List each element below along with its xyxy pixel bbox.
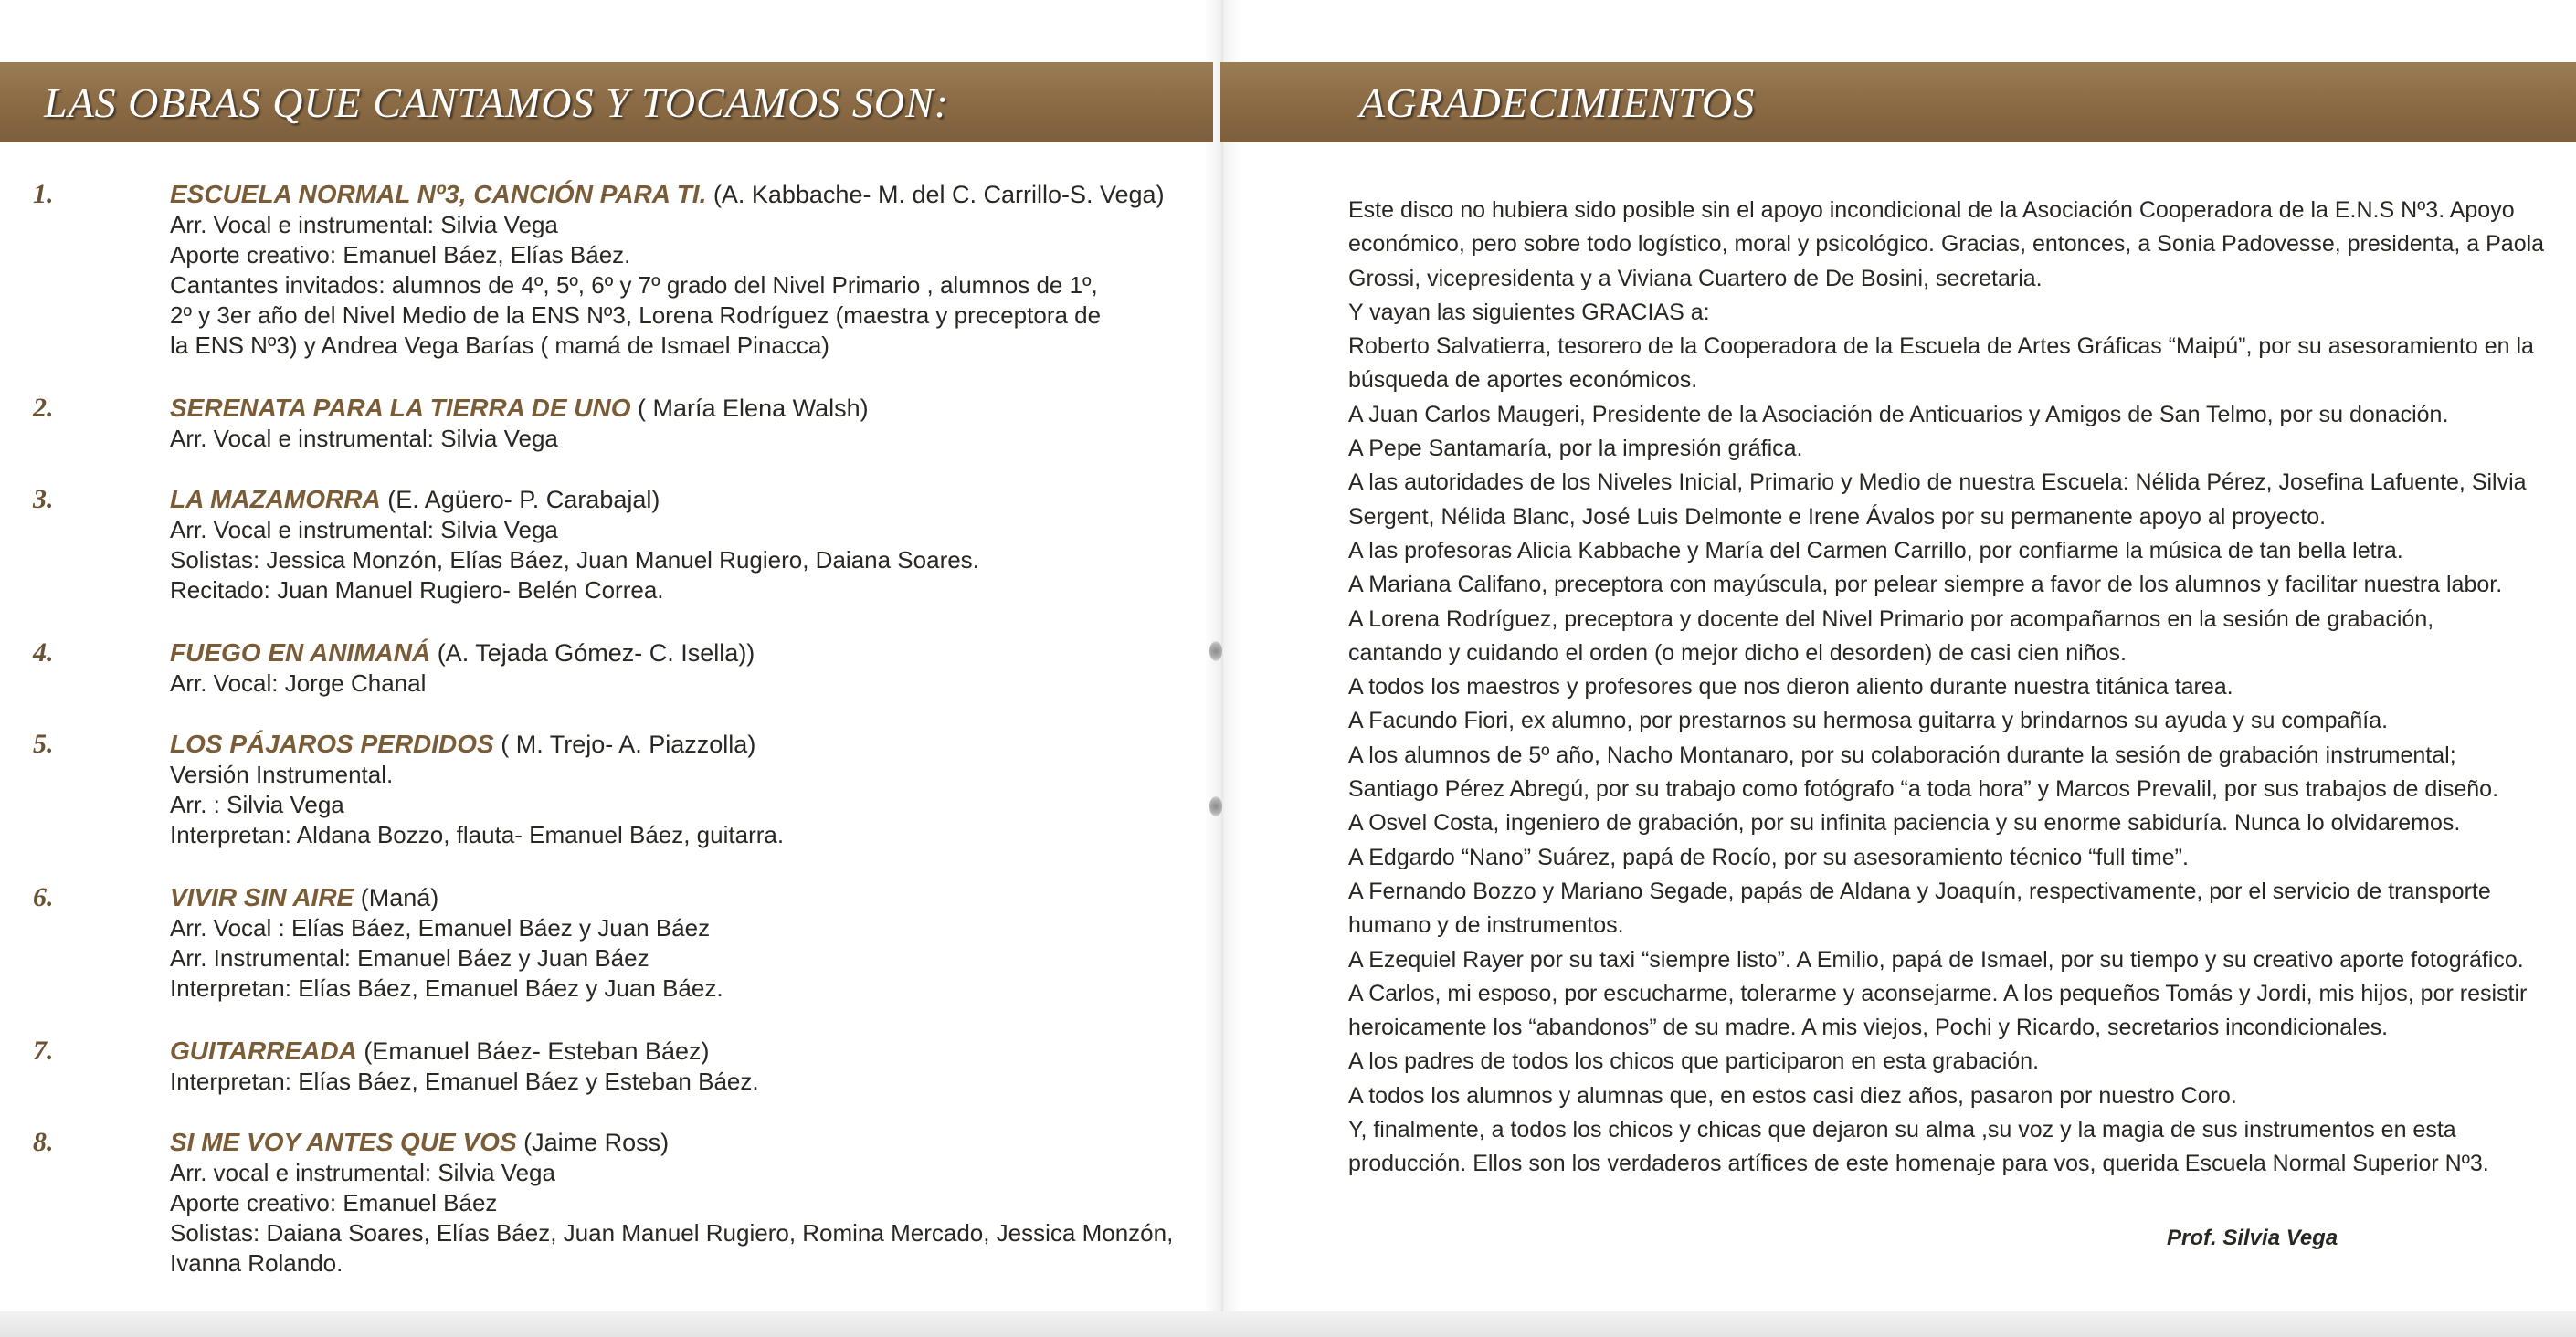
- track-title: SERENATA PARA LA TIERRA DE UNO: [170, 394, 631, 422]
- ack-line: A Ezequiel Rayer por su taxi “siempre listo”. A Emilio, papá de Ismael, por su tiempo y su creativo aporte fotográfico.: [1348, 946, 2524, 973]
- track-credit: (Maná): [354, 884, 439, 911]
- ack-line: humano y de instrumentos.: [1348, 912, 1624, 939]
- ack-line: A las autoridades de los Niveles Inicial, Primario y Medio de nuestra Escuela: Nélida Pérez, Josefina Lafuente, Silvia: [1348, 469, 2527, 496]
- ack-line: Roberto Salvatierra, tesorero de la Cooperadora de la Escuela de Artes Gráficas “Maipú”, por su asesoramiento en la: [1348, 333, 2534, 360]
- track-detail: Arr. : Silvia Vega: [170, 791, 344, 818]
- track-detail: Aporte creativo: Emanuel Báez: [170, 1189, 498, 1216]
- ack-line: Sergent, Nélida Blanc, José Luis Delmonte e Irene Ávalos por su permanente apoyo al proyecto.: [1348, 503, 2327, 530]
- track-detail: Aporte creativo: Emanuel Báez, Elías Báez.: [170, 241, 631, 268]
- track-number: 7.: [33, 1036, 54, 1066]
- track-detail: Arr. Vocal e instrumental: Silvia Vega: [170, 516, 558, 543]
- works-heading-banner: [0, 62, 1213, 142]
- track-number: 5.: [33, 729, 54, 759]
- ack-line: A Facundo Fiori, ex alumno, por prestarnos su hermosa guitarra y brindarnos su ayuda y su compañía.: [1348, 708, 2389, 734]
- ack-line: A Edgardo “Nano” Suárez, papá de Rocío, por su asesoramiento técnico “full time”.: [1348, 844, 2189, 870]
- track-detail: Arr. Instrumental: Emanuel Báez y Juan Báez: [170, 944, 649, 972]
- acknowledgements-text: [1348, 194, 2545, 1182]
- ack-line: Santiago Pérez Abregú, por su trabajo como fotógrafo “a toda hora” y Marcos Prevalil, por sus trabajos de diseño.: [1348, 776, 2499, 803]
- staple-mark: [1209, 641, 1222, 661]
- track-detail: Cantantes invitados: alumnos de 4º, 5º, 6º y 7º grado del Nivel Primario , alumnos de 1º,: [170, 271, 1098, 299]
- track-title: VIVIR SIN AIRE: [170, 883, 354, 911]
- track-credit: (E. Agüero- P. Carabajal): [380, 486, 660, 513]
- ack-line: A todos los maestros y profesores que nos dieron aliento durante nuestra titánica tarea.: [1348, 674, 2233, 700]
- ack-line: A los padres de todos los chicos que participaron en esta grabación.: [1348, 1048, 2040, 1075]
- ack-line: A Osvel Costa, ingeniero de grabación, por su infinita paciencia y su enorme sabiduría. Nunca lo olvidaremos.: [1348, 810, 2461, 837]
- staple-mark: [1209, 796, 1222, 816]
- track-detail: Interpretan: Aldana Bozzo, flauta- Emanuel Báez, guitarra.: [170, 821, 785, 848]
- ack-line: A Carlos, mi esposo, por escucharme, tolerarme y aconsejarme. A los pequeños Tomás y Jordi, mis hijos, por resistir: [1348, 980, 2528, 1006]
- track-detail: Arr. Vocal e instrumental: Silvia Vega: [170, 211, 558, 238]
- ack-line: cantando y cuidando el orden (o mejor dicho el desorden) de casi cien niños.: [1348, 639, 2127, 666]
- track-detail: Recitado: Juan Manuel Rugiero- Belén Correa.: [170, 576, 664, 604]
- track-detail: Ivanna Rolando.: [170, 1249, 343, 1277]
- track-credit: (A. Kabbache- M. del C. Carrillo-S. Vega): [706, 181, 1165, 208]
- track-credit: ( María Elena Walsh): [630, 395, 869, 422]
- track-number: 6.: [33, 882, 54, 912]
- ack-line: Grossi, vicepresidenta y a Viviana Cuartero de De Bosini, secretaria.: [1348, 265, 2043, 291]
- track-title: GUITARREADA: [170, 1037, 357, 1065]
- works-heading: LAS OBRAS QUE CANTAMOS Y TOCAMOS SON:: [44, 79, 950, 126]
- track-title: LA MAZAMORRA: [170, 485, 381, 513]
- track-title: LOS PÁJAROS PERDIDOS: [170, 730, 494, 758]
- ack-line: Y, finalmente, a todos los chicos y chicas que dejaron su alma ,su voz y la magia de sus instrumentos en esta: [1348, 1117, 2456, 1143]
- ack-line: búsqueda de aportes económicos.: [1348, 367, 1698, 394]
- track-number: 2.: [33, 393, 54, 423]
- scan-edge: [0, 1311, 2576, 1337]
- acknowledgements-heading-banner: [1220, 62, 2576, 142]
- track-credit: (Jaime Ross): [516, 1129, 670, 1156]
- ack-line: A Juan Carlos Maugeri, Presidente de la Asociación de Anticuarios y Amigos de San Telmo, por su donación.: [1348, 401, 2449, 427]
- ack-line: A los alumnos de 5º año, Nacho Montanaro, por su colaboración durante la sesión de grabación instrumental;: [1348, 742, 2456, 768]
- ack-line: heroicamente los “abandonos” de su madre. A mis viejos, Pochi y Ricardo, secretarios incondicionales.: [1348, 1015, 2389, 1041]
- track-detail: Solistas: Daiana Soares, Elías Báez, Juan Manuel Rugiero, Romina Mercado, Jessica Monzón,: [170, 1219, 1174, 1247]
- signature: Prof. Silvia Vega: [2167, 1226, 2338, 1250]
- ack-line: Este disco no hubiera sido posible sin el apoyo incondicional de la Asociación Cooperadora de la E.N.S Nº3. Apoyo: [1348, 197, 2515, 223]
- track-number: 1.: [33, 179, 54, 209]
- track-number: 4.: [33, 637, 54, 668]
- ack-line: producción. Ellos son los verdaderos artífices de este homenaje para vos, querida Escuela Normal Superior Nº3.: [1348, 1151, 2489, 1177]
- ack-line: A Mariana Califano, preceptora con mayúscula, por pelear siempre a favor de los alumnos y facilitar nuestra labor.: [1348, 572, 2503, 598]
- ack-line: A Pepe Santamaría, por la impresión gráfica.: [1348, 436, 1803, 462]
- track-number: 3.: [33, 484, 54, 514]
- track-detail: Arr. vocal e instrumental: Silvia Vega: [170, 1159, 555, 1186]
- ack-line: Y vayan las siguientes GRACIAS a:: [1348, 299, 1710, 325]
- ack-line: A las profesoras Alicia Kabbache y María del Carmen Carrillo, por confiarme la música de tan bella letra.: [1348, 537, 2403, 563]
- ack-line: económico, pero sobre todo logístico, moral y psicológico. Gracias, entonces, a Sonia Padovesse, presidenta, a Paola: [1348, 231, 2545, 258]
- track-detail: Arr. Vocal : Elías Báez, Emanuel Báez y Juan Báez: [170, 914, 711, 942]
- track-detail: 2º y 3er año del Nivel Medio de la ENS Nº3, Lorena Rodríguez (maestra y preceptora de: [170, 301, 1102, 329]
- track-credit: ( M. Trejo- A. Piazzolla): [493, 731, 756, 758]
- track-title: FUEGO EN ANIMANÁ: [170, 638, 431, 667]
- track-credit: (Emanuel Báez- Esteban Báez): [356, 1037, 710, 1065]
- ack-line: A Fernando Bozzo y Mariano Segade, papás de Aldana y Joaquín, respectivamente, por el servicio de transporte: [1348, 878, 2491, 904]
- track-detail: Arr. Vocal: Jorge Chanal: [170, 669, 427, 697]
- track-detail: Versión Instrumental.: [170, 761, 394, 788]
- ack-line: A todos los alumnos y alumnas que, en estos casi diez años, pasaron por nuestro Coro.: [1348, 1082, 2237, 1109]
- track-detail: Solistas: Jessica Monzón, Elías Báez, Juan Manuel Rugiero, Daiana Soares.: [170, 546, 979, 574]
- track-title: ESCUELA NORMAL Nº3, CANCIÓN PARA TI.: [170, 180, 707, 208]
- track-title: SI ME VOY ANTES QUE VOS: [170, 1128, 517, 1156]
- page-fold: [1204, 0, 1240, 1315]
- acknowledgements-heading: AGRADECIMIENTOS: [1359, 79, 1756, 126]
- ack-line: A Lorena Rodríguez, preceptora y docente del Nivel Primario por acompañarnos en la sesión de grabación,: [1348, 605, 2434, 632]
- track-detail: la ENS Nº3) y Andrea Vega Barías ( mamá de Ismael Pinacca): [170, 332, 829, 359]
- track-number: 8.: [33, 1127, 54, 1157]
- track-detail: Interpretan: Elías Báez, Emanuel Báez y Esteban Báez.: [170, 1068, 759, 1095]
- track-detail: Interpretan: Elías Báez, Emanuel Báez y Juan Báez.: [170, 974, 723, 1002]
- track-credit: (A. Tejada Gómez- C. Isella)): [430, 639, 755, 667]
- track-detail: Arr. Vocal e instrumental: Silvia Vega: [170, 425, 558, 452]
